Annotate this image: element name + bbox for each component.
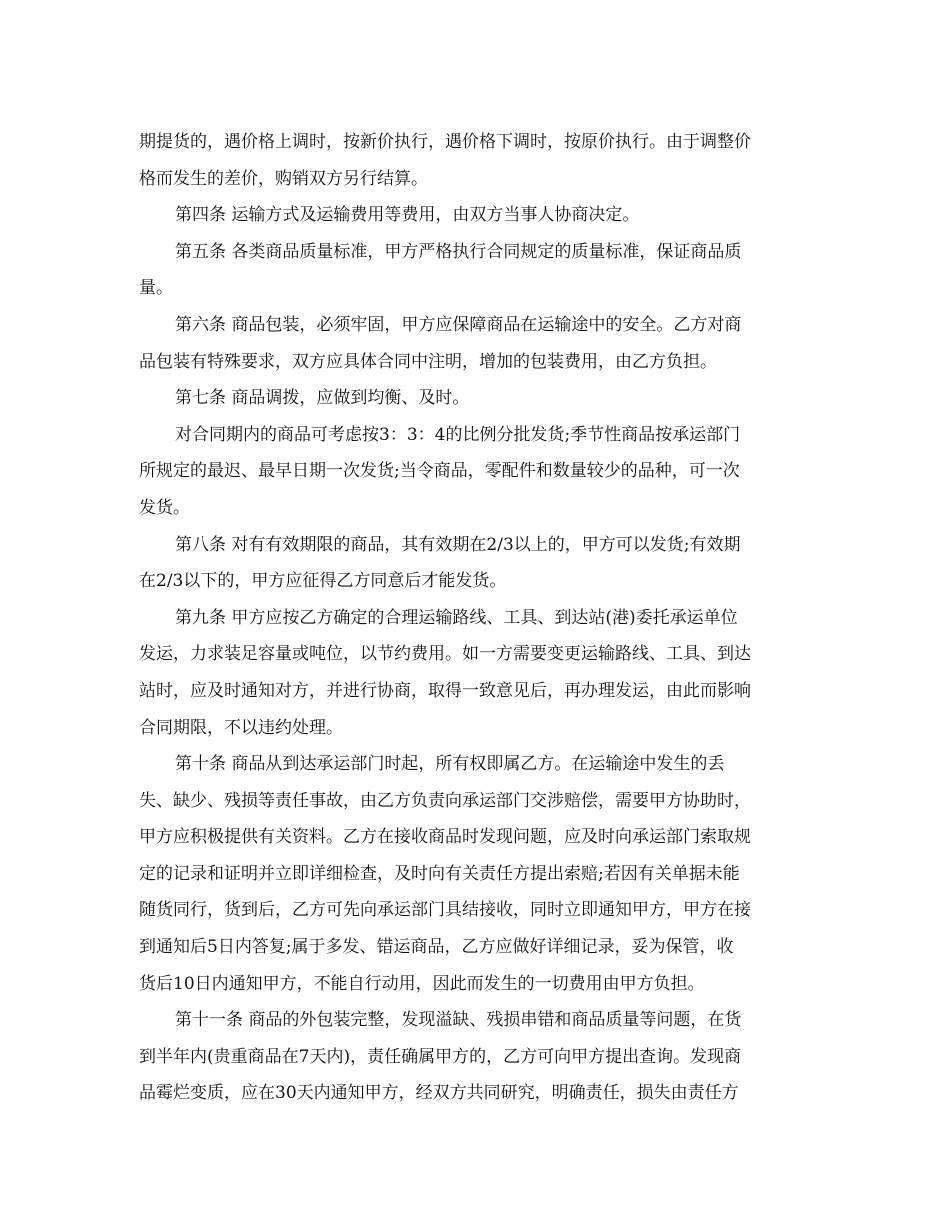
text-line: 格而发生的差价，购销双方另行结算。 bbox=[139, 168, 428, 189]
text-line: 到通知后5日内答复;属于多发、错运商品，乙方应做好详细记录，妥为保管，收 bbox=[139, 937, 734, 958]
text-line: 期提货的，遇价格上调时，按新价执行，遇价格下调时，按原价执行。由于调整价 bbox=[139, 132, 751, 152]
text-line: 站时，应及时通知对方，并进行协商，取得一致意见后，再办理发运，由此而影响 bbox=[139, 680, 751, 701]
text-line: 货后10日内通知甲方，不能自行动用，因此而发生的一切费用由甲方负担。 bbox=[139, 973, 705, 994]
text-line: 第九条 甲方应按乙方确定的合理运输路线、工具、到达站(港)委托承运单位 bbox=[175, 607, 738, 628]
text-line: 甲方应积极提供有关资料。乙方在接收商品时发现问题，应及时向承运部门索取规 bbox=[139, 827, 751, 848]
text-line: 随货同行，货到后，乙方可先向承运部门具结接收，同时立即通知甲方，甲方在接 bbox=[139, 900, 751, 921]
text-line: 量。 bbox=[139, 278, 173, 299]
text-line: 定的记录和证明并立即详细检查，及时向有关责任方提出索赔;若因有关单据未能 bbox=[139, 863, 740, 884]
text-line: 第四条 运输方式及运输费用等费用，由双方当事人协商决定。 bbox=[175, 205, 640, 226]
contract-body-text bbox=[139, 124, 819, 1112]
text-line: 在2/3以下的，甲方应征得乙方同意后才能发货。 bbox=[139, 571, 507, 592]
text-line: 第十一条 商品的外包装完整，发现溢缺、残损串错和商品质量等问题，在货 bbox=[175, 1010, 742, 1031]
text-line: 到半年内(贵重商品在7天内)，责任确属甲方的，乙方可向甲方提出查询。发现商 bbox=[139, 1046, 742, 1067]
text-line: 第五条 各类商品质量标准，甲方严格执行合同规定的质量标准，保证商品质 bbox=[175, 241, 742, 262]
text-line: 第七条 商品调拨，应做到均衡、及时。 bbox=[175, 388, 470, 409]
text-line: 第八条 对有有效期限的商品，其有效期在2/3以上的，甲方可以发货;有效期 bbox=[175, 534, 741, 555]
text-line: 发货。 bbox=[139, 497, 190, 518]
text-line: 失、缺少、残损等责任事故，由乙方负责向承运部门交涉赔偿，需要甲方协助时， bbox=[139, 790, 751, 811]
text-line: 发运，力求装足容量或吨位，以节约费用。如一方需要变更运输路线、工具、到达 bbox=[139, 644, 751, 665]
text-line: 所规定的最迟、最早日期一次发货;当令商品，零配件和数量较少的品种，可一次 bbox=[139, 461, 740, 482]
text-line: 对合同期内的商品可考虑按3：3：4的比例分批发货;季节性商品按承运部门 bbox=[175, 424, 741, 445]
text-line: 第六条 商品包装，必须牢固，甲方应保障商品在运输途中的安全。乙方对商 bbox=[175, 314, 742, 335]
text-line: 品包装有特殊要求，双方应具体合同中注明，增加的包装费用，由乙方负担。 bbox=[139, 351, 717, 372]
text-line: 品霉烂变质，应在30天内通知甲方，经双方共同研究，明确责任，损失由责任方 bbox=[139, 1083, 739, 1104]
text-line: 合同期限，不以违约处理。 bbox=[139, 717, 343, 738]
text-line: 第十条 商品从到达承运部门时起，所有权即属乙方。在运输途中发生的丢 bbox=[175, 754, 725, 775]
